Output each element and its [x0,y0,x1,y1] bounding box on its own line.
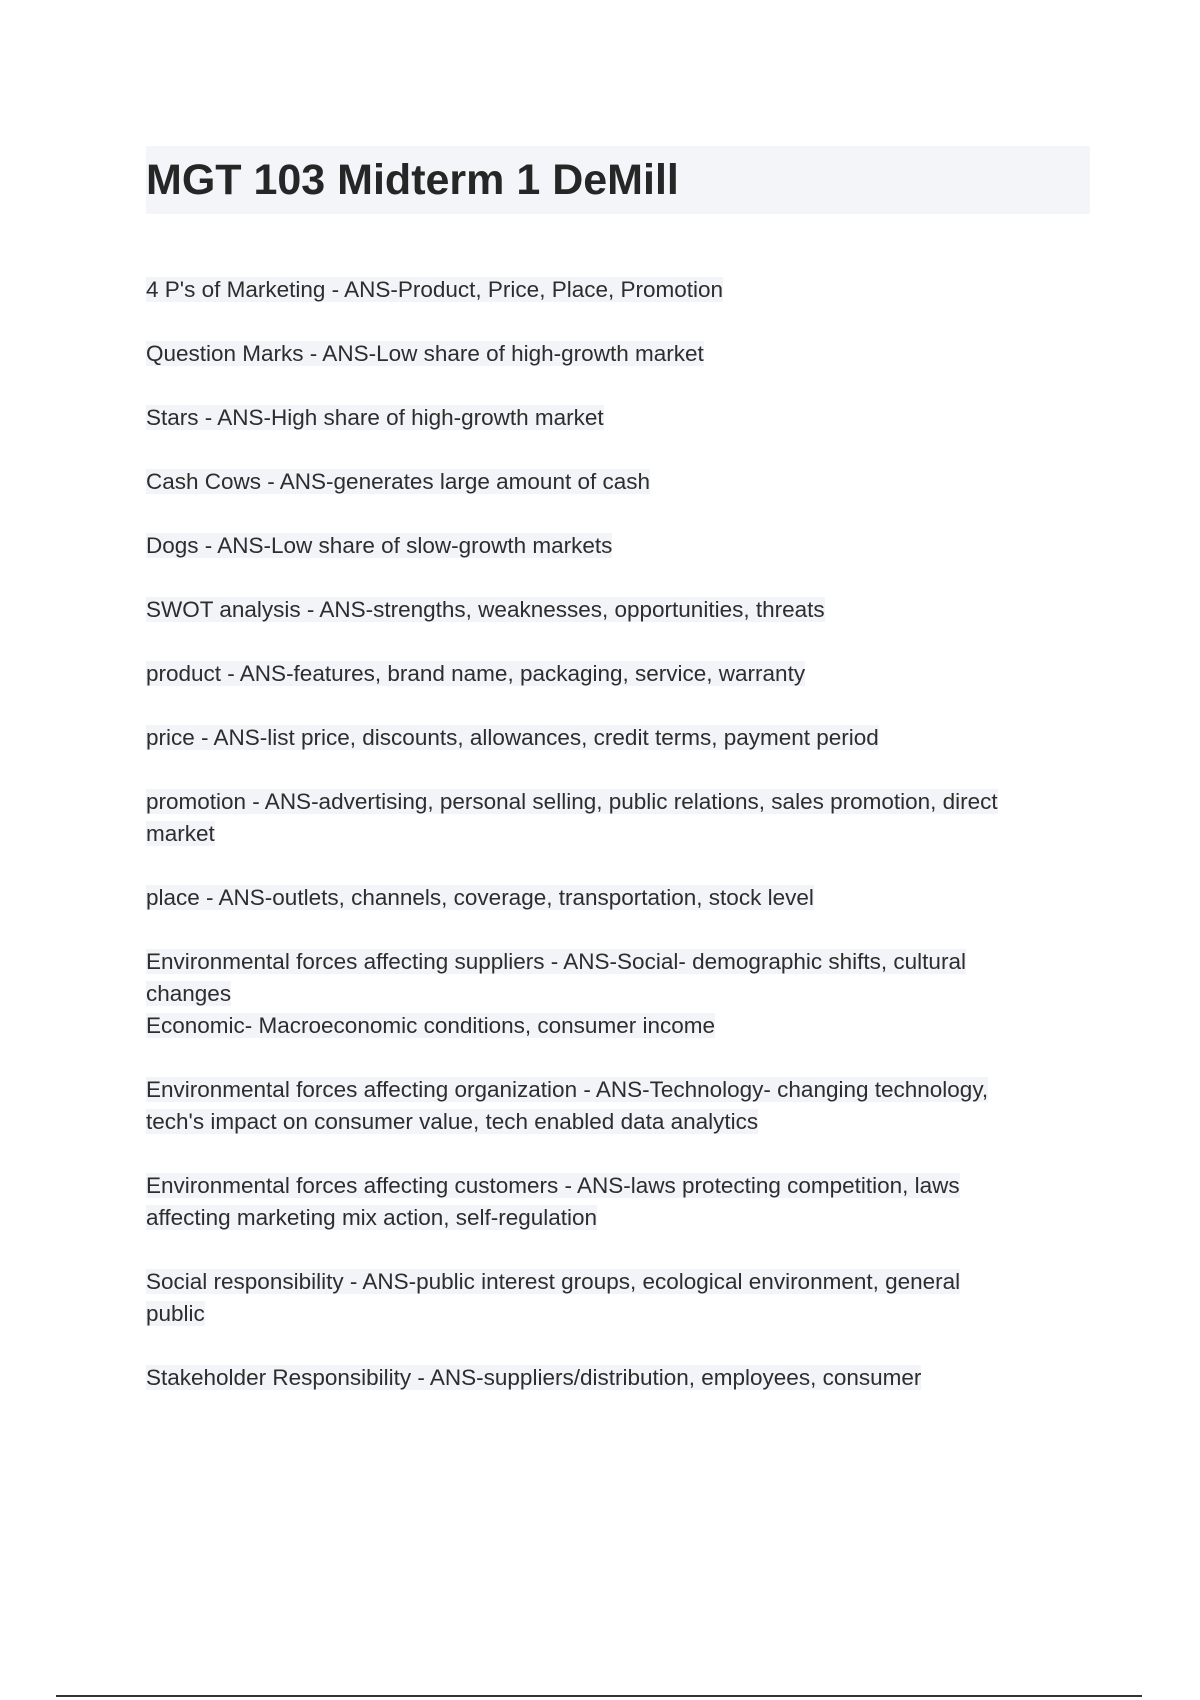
entry-line: Economic- Macroeconomic conditions, consumer income [146,1013,715,1038]
entry-line: SWOT analysis - ANS-strengths, weaknesses, opportunities, threats [146,597,825,622]
flashcard-entry [146,274,1086,306]
entry-line: affecting marketing mix action, self-regulation [146,1205,598,1230]
entry-line: Environmental forces affecting organization - ANS-Technology- changing technology, [146,1077,989,1102]
flashcard-entry [146,338,1086,370]
entry-line: market [146,821,215,846]
title-block [146,146,1090,214]
flashcard-entry [146,466,1086,498]
flashcard-entry [146,594,1086,626]
entry-line: Stakeholder Responsibility - ANS-suppliers/distribution, employees, consumer [146,1365,922,1390]
entry-line: promotion - ANS-advertising, personal selling, public relations, sales promotion, direct [146,789,998,814]
flashcard-entry [146,1362,1086,1394]
entry-line: tech's impact on consumer value, tech enabled data analytics [146,1109,759,1134]
entry-line: Question Marks - ANS-Low share of high-growth market [146,341,704,366]
entry-line: Cash Cows - ANS-generates large amount of cash [146,469,650,494]
entry-line: price - ANS-list price, discounts, allowances, credit terms, payment period [146,725,879,750]
flashcard-entry [146,530,1086,562]
entry-line: Stars - ANS-High share of high-growth market [146,405,604,430]
flashcard-entry [146,722,1086,754]
entry-line: Social responsibility - ANS-public interest groups, ecological environment, general [146,1269,961,1294]
entry-line: Environmental forces affecting suppliers - ANS-Social- demographic shifts, cultural [146,949,966,974]
entry-line: 4 P's of Marketing - ANS-Product, Price, Place, Promotion [146,277,724,302]
flashcard-entry [146,402,1086,434]
entry-line: Dogs - ANS-Low share of slow-growth markets [146,533,613,558]
footer-divider [56,1695,1142,1697]
entry-line: Environmental forces affecting customers - ANS-laws protecting competition, laws [146,1173,960,1198]
flashcard-entry [146,882,1086,914]
entry-line: changes [146,981,232,1006]
entry-line: product - ANS-features, brand name, packaging, service, warranty [146,661,806,686]
flashcard-entry [146,786,1086,850]
entry-line: public [146,1301,205,1326]
flashcard-entry [146,1170,1086,1234]
flashcard-entry [146,946,1086,1042]
flashcard-list [146,274,1086,1426]
flashcard-entry [146,658,1086,690]
flashcard-entry [146,1074,1086,1138]
document-title: MGT 103 Midterm 1 DeMill [146,156,679,204]
entry-line: place - ANS-outlets, channels, coverage, transportation, stock level [146,885,814,910]
flashcard-entry [146,1266,1086,1330]
